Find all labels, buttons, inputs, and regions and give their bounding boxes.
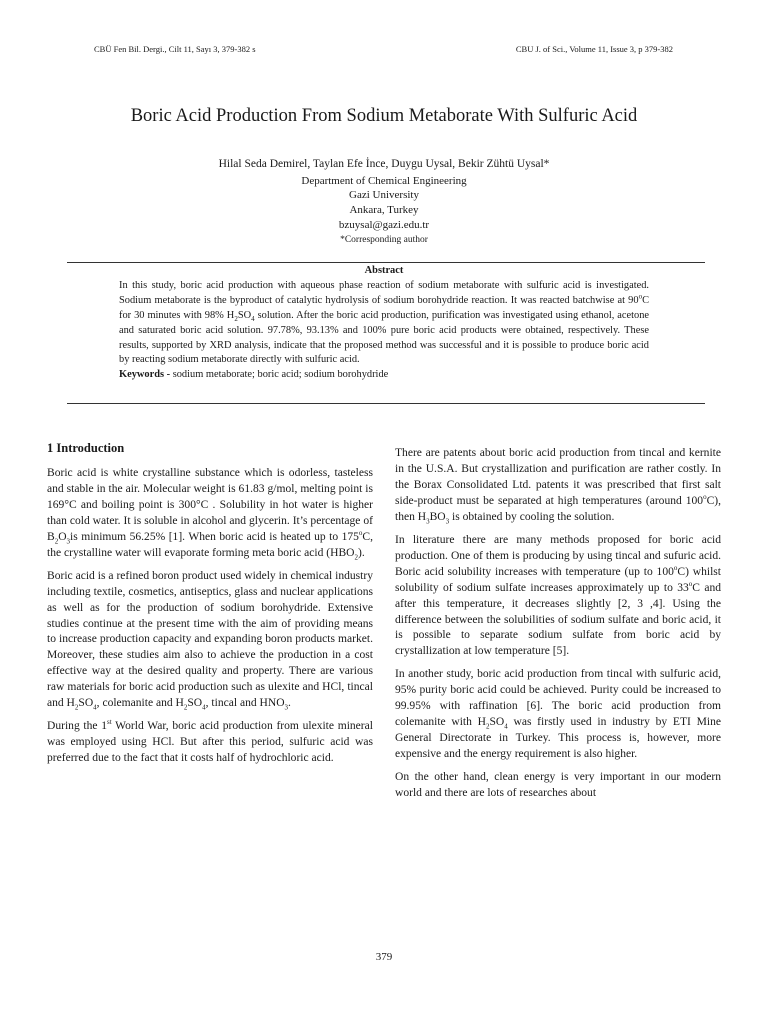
superscript: o [688, 579, 693, 588]
keywords-line [119, 368, 649, 383]
paragraph: On the other hand, clean energy is very important in our modern world and there are lots of researches about [395, 771, 721, 800]
subscript: 3 [66, 537, 71, 546]
abstract-heading: Abstract [364, 265, 404, 276]
right-column [395, 446, 721, 809]
section-title: 1 Introduction [47, 441, 125, 455]
text-run: Boric acid is a refined boron product used widely in chemical industry including textile, cosmetics, antiseptics, glass and nuclear applications as well as for the production of sodium borohydride. Extensive studies continue at the present time with the aim of providing means to increase production capacity and expanding boron products market. Moreover, these studies aim also to achieve the production in a cost effective way at the desired quality and property. There are various raw materials for boric acid production such as ulexite and HCl, tincal and H [47, 569, 373, 710]
text-run: , colemanite and H [96, 697, 184, 710]
abstract-text-part: C for 30 minutes with 98% H [119, 294, 649, 321]
subscript: 3 [426, 517, 430, 526]
text-run: ). [357, 546, 365, 559]
keywords-list: sodium metaborate; boric acid; sodium borohydride [170, 369, 389, 381]
text-run: SO [78, 697, 94, 710]
corresponding-note: *Corresponding author [340, 234, 428, 245]
text-run: Boric acid is white crystalline substance which is odorless, tasteless and stable in the air. Molecular weight is 61.83 g/mol, melting point is 169°C and boiling point is 300°C . Solubility in hot water is higher than cold water. It is soluble in alcohol and glycerin. It’s percentage of B [47, 466, 373, 543]
paper-title: Boric Acid Production From Sodium Metaborate With Sulfuric Acid [130, 106, 638, 126]
superscript: o [638, 292, 643, 301]
university: Gazi University [349, 189, 419, 202]
text-run: There are patents about boric acid production from tincal and kernite in the U.S.A. But crystallization and purification are rather costly. In the Borax Consolidated Ltd. patents it was prescribed that first salt side-product must be separated at high temperatures (around 100 [395, 447, 721, 507]
journal-header-left: CBÜ Fen Bil. Dergi., Cilt 11, Sayı 3, 379-382 s [94, 44, 256, 54]
text-run: . [288, 697, 291, 710]
abstract-top-rule [67, 262, 705, 263]
subscript: 3 [445, 517, 450, 526]
journal-header-right: CBU J. of Sci., Volume 11, Issue 3, p 379-382 [515, 44, 673, 54]
superscript: st [107, 718, 112, 727]
author-block [0, 157, 768, 247]
keywords-label: Keywords - [119, 369, 171, 381]
subscript: 4 [504, 722, 508, 731]
subscript: 4 [251, 314, 255, 323]
text-run: C), then H [395, 494, 721, 523]
page-number: 379 [375, 951, 393, 963]
abstract-text-part: SO [237, 309, 252, 321]
subscript: 4 [202, 703, 206, 712]
text-run: C and after this temperature, it decreases slightly [2, 3 ,4]. Using the difference between the solubilities of sodium sulfate and boric acid, it is possible to separate sodium sulfate from boric acid by crystallization at low temperature [5]. [395, 581, 721, 658]
subscript: 2 [485, 722, 490, 731]
subscript: 2 [354, 553, 358, 562]
text-run: BO [429, 510, 446, 523]
superscript: o [703, 493, 707, 502]
superscript: o [358, 528, 363, 537]
text-run: In literature there are many methods proposed for boric acid production. One of them is producing by using tincal and sufuric acid. Boric acid solubility increases with temperature (up to 100 [395, 533, 721, 578]
email: bzuysal@gazi.edu.tr [338, 218, 430, 231]
subscript: 2 [183, 703, 188, 712]
text-run: During the 1 [47, 720, 108, 733]
abstract-section [119, 264, 649, 383]
text-run: was firstly used in industry by ETI Mine General Directorate in Turkey. This process is, however, more expensive and the energy requirement is also higher. [395, 716, 721, 761]
text-run: C, the crystalline water will evaporate forming meta boric acid (HBO [47, 530, 373, 559]
department: Department of Chemical Engineering [301, 174, 467, 187]
subscript: 2 [54, 537, 59, 546]
subscript: 2 [234, 314, 238, 323]
subscript: 3 [284, 703, 289, 712]
left-column [47, 441, 373, 774]
text-run: , tincal and HNO [205, 697, 285, 710]
text-run: SO [489, 716, 505, 729]
abstract-text [119, 279, 649, 368]
text-run: World War, boric acid production from ulexite mineral was employed using HCl. But after this period, sulfuric acid was preferred due to the fact that it costs half of hydrochloric acid. [47, 720, 373, 765]
paragraph [47, 719, 373, 767]
paragraph [47, 466, 373, 562]
text-run: In another study, boric acid production from tincal with sulfuric acid, 95% purity boric acid could be achieved. Purity could be increased to 99.95% with raffination [6]. The boric acid production from colemanite with H [395, 668, 721, 729]
author-list: Hilal Seda Demirel, Taylan Efe İnce, Duygu Uysal, Bekir Zühtü Uysal* [218, 158, 550, 170]
text-run: O [58, 530, 67, 543]
subscript: 4 [93, 703, 97, 712]
abstract-text-part: In this study, boric acid production with aqueous phase reaction of sodium metaborate with sulfuric acid is investigated. Sodium metaborate is the byproduct of catalytic hydrolysis of sodium borohydride reaction. It was reacted batchwise at 90 [119, 279, 649, 306]
paragraph [395, 446, 721, 526]
abstract-bottom-rule [67, 403, 705, 404]
paragraph [47, 569, 373, 713]
text-run: SO [187, 697, 203, 710]
text-run: is obtained by cooling the solution. [449, 510, 615, 523]
text-run: C) whilst solubility of sodium sulfate increases approximately up to 33 [395, 565, 722, 594]
paragraph [395, 533, 721, 661]
subscript: 2 [74, 703, 79, 712]
paragraph [395, 667, 721, 763]
superscript: o [673, 563, 678, 572]
city: Ankara, Turkey [349, 204, 419, 217]
abstract-text-part: solution. After the boric acid production, purification was investigated using ethanol, acetone and saturated boric acid solution. 97.78%, 93.13% and 100% pure boric acid products were obtained, respectively. These results, supported by XRD analysis, indicate that the proposed method was successful and it is possible to produce boric acid by reacting sodium metaborate directly with sulfuric acid. [119, 309, 650, 366]
text-run: is minimum 56.25% [1]. When boric acid is heated up to 175 [70, 530, 359, 543]
